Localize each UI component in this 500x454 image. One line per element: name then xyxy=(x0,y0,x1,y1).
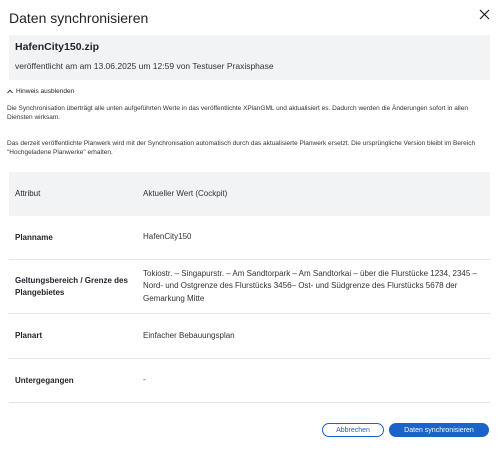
attribute-name: Planart xyxy=(15,331,43,340)
table-row xyxy=(9,359,490,403)
sync-data-button[interactable]: Daten synchronisieren xyxy=(389,423,489,437)
attribute-value: Tokiostr. – Singapurstr. – Am Sandtorpark – Am Sandtorkai – über die Flurstücke 1234, 2345 – Nord- und Ostgrenze des Flurstücks 3456– Ost- und Südgrenze des Flurstücks 5678 der Gemarkung Mitte xyxy=(143,268,477,303)
chevron-up-icon xyxy=(7,89,13,94)
table-header-row xyxy=(9,172,490,216)
attribute-table xyxy=(9,172,490,403)
column-header-attribute: Attribut xyxy=(15,189,41,198)
attribute-value: - xyxy=(143,375,146,385)
hint-toggle-label: Hinweis ausblenden xyxy=(16,88,75,95)
hint-paragraph-1: Die Synchronisation überträgt alle unten aufgeführten Werte in das veröffentlichte XPlanGML und aktualisiert es. Dadurch werden die Änderungen sofort in allen Diensten wirksam. xyxy=(7,105,468,121)
attribute-name: Planname xyxy=(15,232,53,242)
file-info-panel xyxy=(9,35,490,80)
hint-paragraph-2: Das derzeit veröffentlichte Planwerk wird mit der Synchronisation automatisch durch das aktualisierte Planwerk ersetzt. Die ursprüngliche Version bleibt im Bereich "Hochgeladene Planwerke" erhalten. xyxy=(7,140,476,156)
column-header-value: Aktueller Wert (Cockpit) xyxy=(143,188,228,198)
cancel-button[interactable]: Abbrechen xyxy=(322,423,384,437)
close-icon xyxy=(479,9,490,20)
attribute-value: Einfacher Bebauungsplan xyxy=(143,330,235,340)
attribute-value: HafenCity150 xyxy=(143,232,192,242)
table-row xyxy=(9,260,490,314)
close-button[interactable] xyxy=(476,6,492,22)
hint-toggle[interactable] xyxy=(7,88,74,95)
file-name: HafenCity150.zip xyxy=(15,41,100,53)
attribute-name: Untergegangen xyxy=(15,375,74,385)
table-row xyxy=(9,216,490,260)
table-row xyxy=(9,314,490,359)
attribute-name: Geltungsbereich / Grenze des Plangebietes xyxy=(15,275,128,297)
dialog-title: Daten synchronisieren xyxy=(9,10,149,26)
published-info: veröffentlicht am am 13.06.2025 um 12:59 von Testuser Praxisphase xyxy=(15,61,274,71)
